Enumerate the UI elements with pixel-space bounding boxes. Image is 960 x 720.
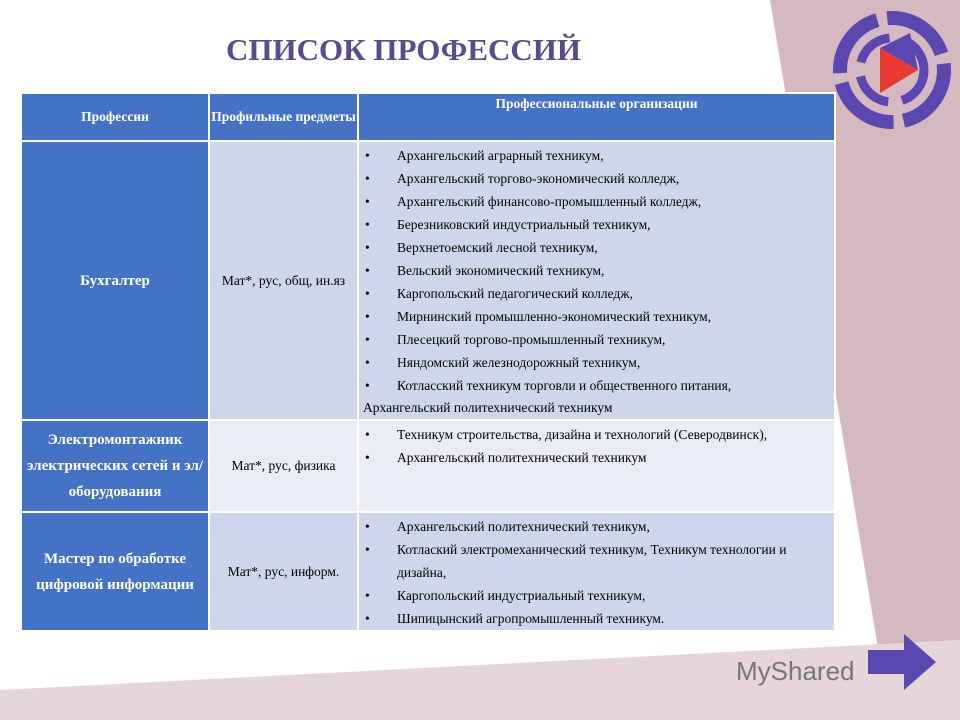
table-header-row <box>21 93 835 141</box>
list-item: • Архангельский торгово-экономический колледж, <box>359 167 834 190</box>
organizations-cell <box>358 512 835 631</box>
list-item: • Плесецкий торгово-промышленный техникум, <box>359 328 834 351</box>
next-arrow-button[interactable] <box>868 632 938 692</box>
list-item: • Каргопольский педагогический колледж, <box>359 282 834 305</box>
list-item: • Шипицынский агропромышленный техникум. <box>359 607 834 630</box>
header-organizations: Профессиональные организации <box>358 93 835 141</box>
list-item: • Котлаский электромеханический техникум, Техникум технологии и дизайна, <box>359 538 834 584</box>
list-item: • Архангельский политехнический техникум, <box>359 515 834 538</box>
list-item: • Няндомский железнодорожный техникум, <box>359 351 834 374</box>
profession-cell: Электромонтажник электрических сетей и эл/оборудования <box>21 420 209 512</box>
organizations-cell <box>358 141 835 420</box>
list-item: • Техникум строительства, дизайна и технологий (Северодвинск), <box>359 423 834 446</box>
table-row <box>21 141 835 420</box>
watermark: MyShared <box>736 656 855 686</box>
list-item-plain: Архангельский политехнический техникум <box>363 400 613 415</box>
list-item: • Вельский экономический техникум, <box>359 259 834 282</box>
list-item: • Архангельский аграрный техникум, <box>359 144 834 167</box>
list-item: • Верхнетоемский лесной техникум, <box>359 236 834 259</box>
profession-cell: Бухгалтер <box>21 141 209 420</box>
logo-icon <box>830 8 955 133</box>
list-item: • Мирнинский промышленно-экономический техникум, <box>359 305 834 328</box>
table-row <box>21 512 835 631</box>
subjects-cell: Мат*, рус, информ. <box>209 512 358 631</box>
header-professions: Профессии <box>21 93 209 141</box>
page-title: СПИСОК ПРОФЕССИЙ <box>226 32 582 67</box>
list-item: • Архангельский финансово-промышленный колледж, <box>359 190 834 213</box>
list-item: • Березниковский индустриальный техникум, <box>359 213 834 236</box>
list-item: • Архангельский политехнический техникум <box>359 446 834 469</box>
header-subjects: Профильные предметы <box>209 93 358 141</box>
subjects-cell: Мат*, рус, общ, ин.яз <box>209 141 358 420</box>
subjects-cell: Мат*, рус, физика <box>209 420 358 512</box>
profession-cell: Мастер по обработке цифровой информации <box>21 512 209 631</box>
professions-table <box>20 92 836 632</box>
organizations-cell <box>358 420 835 512</box>
list-item: • Котласский техникум торговли и общественного питания, <box>359 374 834 397</box>
table-row <box>21 420 835 512</box>
list-item: • Каргопольский индустриальный техникум, <box>359 584 834 607</box>
